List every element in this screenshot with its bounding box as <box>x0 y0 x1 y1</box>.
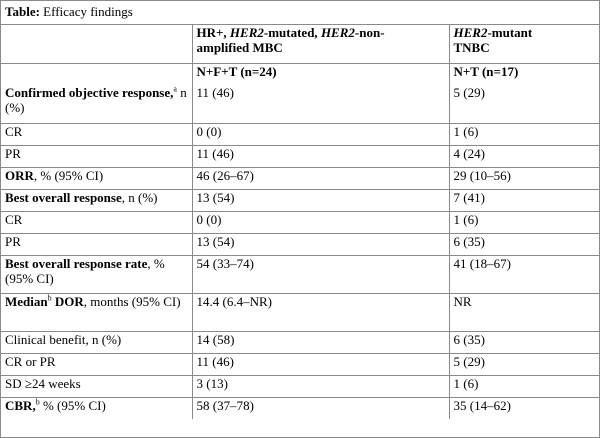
row-label-bold: Best overall response <box>5 189 122 205</box>
row-label-text: , % (95% CI) <box>5 255 165 286</box>
header-regimen-2: N+T (n=17) <box>449 63 600 85</box>
row-label <box>1 123 192 145</box>
row-label <box>1 233 192 255</box>
row-label <box>1 255 192 293</box>
header-text: -mutated, <box>263 25 321 40</box>
table-row <box>1 123 600 145</box>
value-cell-population-2: NR <box>449 293 600 331</box>
row-label-text: CR <box>5 211 23 227</box>
header-text: -non- <box>354 25 385 40</box>
value-cell-population-2: 4 (24) <box>449 145 600 167</box>
row-label-bold: Best overall response rate <box>5 255 148 271</box>
row-label <box>1 331 192 353</box>
row-label-text: , n (%) <box>121 189 158 205</box>
row-label <box>1 189 192 211</box>
header-population-1 <box>192 25 449 63</box>
header-population-2 <box>449 25 600 63</box>
table-row <box>1 211 600 233</box>
row-label-bold: CBR, <box>5 397 36 413</box>
table-row <box>1 375 600 397</box>
header-gene: HER2 <box>229 25 264 40</box>
table-row <box>1 167 600 189</box>
row-label-bold: Median <box>5 293 48 309</box>
caption-text: Efficacy findings <box>39 4 133 19</box>
row-label-text: CR <box>5 123 23 139</box>
header-row-populations <box>1 25 600 63</box>
header-empty-cell <box>1 63 192 85</box>
header-empty-cell <box>1 25 192 63</box>
value-cell-population-1: 0 (0) <box>192 123 449 145</box>
header-gene: HER2 <box>453 25 488 40</box>
value-cell-population-1: 14 (58) <box>192 331 449 353</box>
header-regimen-1: N+F+T (n=24) <box>192 63 449 85</box>
table-row <box>1 397 600 419</box>
value-cell-population-1: 58 (37–78) <box>192 397 449 419</box>
value-cell-population-2: 1 (6) <box>449 123 600 145</box>
row-label-footnote: b <box>47 293 52 303</box>
row-label <box>1 397 192 419</box>
row-label <box>1 145 192 167</box>
table-row <box>1 145 600 167</box>
row-label-footnote: a <box>173 84 177 94</box>
table-row <box>1 255 600 293</box>
header-gene: HER2 <box>320 25 355 40</box>
value-cell-population-2: 5 (29) <box>449 85 600 123</box>
value-cell-population-1: 54 (33–74) <box>192 255 449 293</box>
value-cell-population-1: 3 (13) <box>192 375 449 397</box>
value-cell-population-1: 11 (46) <box>192 145 449 167</box>
row-label <box>1 375 192 397</box>
table-body <box>1 85 600 419</box>
row-label-bold: Confirmed objective response, <box>5 85 174 100</box>
value-cell-population-2: 41 (18–67) <box>449 255 600 293</box>
data-table <box>1 25 600 419</box>
table-row <box>1 233 600 255</box>
value-cell-population-2: 1 (6) <box>449 211 600 233</box>
header-text: amplified MBC <box>196 40 283 55</box>
header-text: TNBC <box>453 40 490 55</box>
row-label <box>1 85 192 123</box>
header-text: -mutant <box>487 25 533 40</box>
table-row <box>1 293 600 331</box>
row-label-text: Clinical benefit, n (%) <box>5 331 122 347</box>
value-cell-population-1: 13 (54) <box>192 189 449 211</box>
value-cell-population-2: 29 (10–56) <box>449 167 600 189</box>
row-label-bold: DOR <box>51 293 84 309</box>
row-label-text: % (95% CI) <box>39 397 106 413</box>
value-cell-population-1: 11 (46) <box>192 353 449 375</box>
value-cell-population-1: 0 (0) <box>192 211 449 233</box>
caption-label: Table: <box>5 4 40 19</box>
value-cell-population-2: 6 (35) <box>449 331 600 353</box>
header-text: HR+, <box>196 25 230 40</box>
row-label-footnote: b <box>35 397 40 407</box>
row-label-text: PR <box>5 233 21 249</box>
table-row <box>1 331 600 353</box>
value-cell-population-2: 7 (41) <box>449 189 600 211</box>
row-label <box>1 211 192 233</box>
table-row <box>1 353 600 375</box>
row-label-text: , % (95% CI) <box>33 167 104 183</box>
row-label <box>1 167 192 189</box>
value-cell-population-2: 1 (6) <box>449 375 600 397</box>
value-cell-population-2: 35 (14–62) <box>449 397 600 419</box>
header-row-regimens <box>1 63 600 85</box>
table-row <box>1 189 600 211</box>
row-label-bold: ORR <box>5 167 34 183</box>
value-cell-population-1: 11 (46) <box>192 85 449 123</box>
table-row <box>1 85 600 123</box>
row-label-text: n (%) <box>5 85 187 115</box>
value-cell-population-1: 13 (54) <box>192 233 449 255</box>
row-label <box>1 353 192 375</box>
value-cell-population-1: 46 (26–67) <box>192 167 449 189</box>
row-label-text: SD ≥24 weeks <box>5 375 81 391</box>
value-cell-population-2: 6 (35) <box>449 233 600 255</box>
row-label-text: CR or PR <box>5 353 56 369</box>
row-label-text: , months (95% CI) <box>83 293 181 309</box>
value-cell-population-1: 14.4 (6.4–NR) <box>192 293 449 331</box>
row-label <box>1 293 192 331</box>
value-cell-population-2: 5 (29) <box>449 353 600 375</box>
table-caption <box>1 1 599 25</box>
row-label-text: PR <box>5 145 21 161</box>
